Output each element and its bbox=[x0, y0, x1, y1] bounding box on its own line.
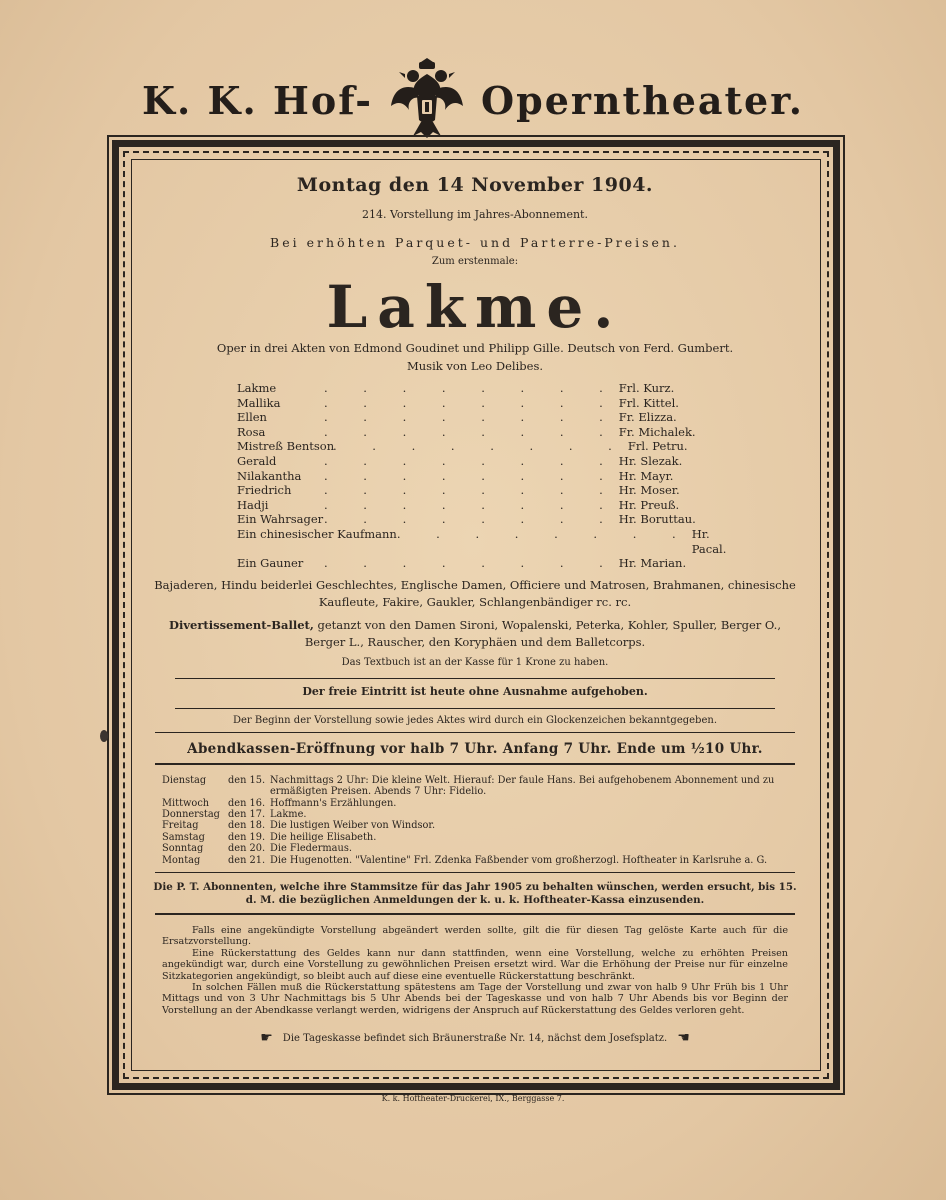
cast-actor: Hr. Slezak. bbox=[618, 453, 683, 468]
schedule-date: den 21. bbox=[228, 854, 266, 866]
cast-row bbox=[237, 381, 713, 396]
schedule-date: den 16. bbox=[228, 797, 266, 809]
cast-list bbox=[237, 381, 727, 571]
schedule-text: Die lustigen Weiber von Windsor. bbox=[270, 820, 436, 832]
header-right-title: Operntheater. bbox=[481, 77, 804, 123]
ballet-text: getanzt von den Damen Sironi, Wopalenski, Peterka, Kohler, Spuller, Berger O., Berger L., Rauscher, den Koryphäen und dem Balletcorps. bbox=[304, 617, 781, 649]
cast-dots: . . . . . . . . bbox=[323, 410, 619, 425]
schedule-row bbox=[162, 775, 788, 798]
schedule-date: den 17. bbox=[228, 808, 266, 820]
schedule-row bbox=[162, 855, 788, 866]
ballet-label: Divertissement-Ballet, bbox=[169, 617, 314, 632]
cast-actor: Hr. Marian. bbox=[618, 556, 687, 571]
cast-row bbox=[237, 425, 713, 440]
cast-role: Hadji bbox=[237, 497, 269, 512]
schedule-date: den 20. bbox=[228, 843, 266, 855]
box-office-times: Abendkassen-Eröffnung vor halb 7 Uhr. Anfang 7 Uhr. Ende um ½10 Uhr. bbox=[187, 741, 763, 758]
cast-dots: . . . . . . . . bbox=[323, 453, 619, 468]
header-left-title: K. K. Hof- bbox=[142, 77, 374, 123]
pointing-hand-left-icon: ☚ bbox=[677, 1030, 690, 1047]
cast-role: Ein Gauner bbox=[237, 556, 304, 571]
divider bbox=[175, 708, 775, 709]
cast-dots: . . . . . . . . bbox=[323, 424, 619, 439]
weekly-schedule bbox=[162, 775, 788, 866]
cast-dots: . . . . . . . . bbox=[323, 497, 619, 512]
cast-dots: . . . . . . . . bbox=[323, 556, 619, 571]
day-box-office bbox=[150, 1030, 800, 1046]
header bbox=[0, 60, 946, 140]
libretto-notice: Das Textbuch ist an der Kasse für 1 Krone zu haben. bbox=[341, 656, 609, 668]
cast-actor: Fr. Michalek. bbox=[618, 424, 696, 439]
schedule-day: Montag bbox=[162, 854, 201, 866]
divider bbox=[175, 678, 775, 679]
schedule-text: Die Hugenotten. "Valentine" Frl. Zdenka Faßbender vom großherzogl. Hoftheater in Karlsruhe a. G. bbox=[270, 854, 768, 866]
cast-actor: Frl. Kittel. bbox=[618, 395, 679, 410]
pointing-hand-right-icon: ☛ bbox=[260, 1030, 273, 1047]
cast-dots: . . . . . . . . bbox=[396, 526, 692, 541]
divider bbox=[155, 763, 795, 765]
schedule-row bbox=[162, 820, 788, 831]
cast-actor: Frl. Petru. bbox=[627, 439, 688, 454]
schedule-date: den 19. bbox=[228, 831, 266, 843]
cast-role: Ein chinesischer Kaufmann bbox=[237, 526, 397, 541]
cast-row bbox=[237, 556, 713, 571]
pin-hole bbox=[100, 730, 108, 742]
schedule-day: Donnerstag bbox=[162, 808, 220, 820]
cast-actor: Fr. Elizza. bbox=[618, 410, 677, 425]
first-time-notice: Zum erstenmale: bbox=[431, 256, 519, 267]
cast-role: Mallika bbox=[237, 395, 281, 410]
schedule-date: den 15. bbox=[228, 774, 266, 786]
cast-role: Nilakantha bbox=[237, 468, 302, 483]
cast-dots: . . . . . . . . bbox=[323, 483, 619, 498]
cast-row bbox=[237, 512, 713, 527]
cast-row bbox=[237, 498, 713, 513]
cast-row bbox=[237, 396, 713, 411]
chorus-list: Bajaderen, Hindu beiderlei Geschlechtes, Englische Damen, Officiere und Matrosen, Brahmanen, chinesische Kaufleute, Fakire, Gaukler, Schlangenbändiger rc. rc. bbox=[154, 577, 796, 609]
schedule-text: Nachmittags 2 Uhr: Die kleine Welt. Hierauf: Der faule Hans. Bei aufgehobenem Abonnement und zu ermäßigten Preisen. Abends 7 Uhr: Fidelio. bbox=[270, 774, 775, 798]
double-headed-eagle-icon bbox=[391, 60, 463, 140]
refund-paragraph: Falls eine angekündigte Vorstellung abgeändert werden sollte, gilt die für diesen Tag gelöste Karte auch für die Ersatzvorstellung. bbox=[162, 924, 788, 948]
cast-role: Friedrich bbox=[237, 483, 292, 498]
schedule-day: Samstag bbox=[162, 831, 205, 843]
cast-row bbox=[237, 526, 727, 556]
day-box-office-text: Die Tageskasse befindet sich Bräunerstraße Nr. 14, nächst dem Josefsplatz. bbox=[282, 1032, 668, 1044]
cast-dots: . . . . . . . . bbox=[323, 395, 619, 410]
music-credit: Musik von Leo Delibes. bbox=[407, 359, 543, 373]
cast-row bbox=[237, 439, 713, 454]
schedule-text: Die heilige Elisabeth. bbox=[270, 831, 377, 843]
cast-dots: . . . . . . . . bbox=[323, 468, 619, 483]
opera-title: Lakme. bbox=[326, 273, 624, 341]
cast-actor: Hr. Preuß. bbox=[618, 497, 680, 512]
opera-credits: Oper in drei Akten von Edmond Goudinet und Philipp Gille. Deutsch von Ferd. Gumbert. bbox=[216, 341, 734, 355]
schedule-row bbox=[162, 798, 788, 809]
bell-notice: Der Beginn der Vorstellung sowie jedes Aktes wird durch ein Glockenzeichen bekanntgegeben. bbox=[232, 714, 717, 726]
schedule-date: den 18. bbox=[228, 820, 266, 832]
cast-dots: . . . . . . . . bbox=[323, 512, 619, 527]
schedule-day: Sonntag bbox=[162, 843, 204, 855]
cast-role: Ein Wahrsager bbox=[237, 512, 324, 527]
divider bbox=[155, 872, 795, 874]
refund-paragraph: In solchen Fällen muß die Rückerstattung spätestens am Tage der Vorstellung und zwar von halb 9 Uhr Früh bis 1 Uhr Mittags und von 3 Uhr Nachmittags bis 5 Uhr Abends bei der Tageskasse und von halb 7 Uhr Abends bis vor Beginn der Vorstellung an der Abendkasse verlangt werden, widrigens der Anspruch auf Rückerstattung des Geldes verloren geht. bbox=[162, 982, 788, 1016]
cast-row bbox=[237, 469, 713, 484]
cast-actor: Hr. Mayr. bbox=[618, 468, 674, 483]
cast-role: Ellen bbox=[237, 410, 267, 425]
schedule-row bbox=[162, 843, 788, 854]
printer-credit: K. k. Hoftheater-Druckerei, IX., Berggasse 7. bbox=[381, 1094, 565, 1103]
divider bbox=[155, 913, 795, 915]
subscriber-notice: Die P. T. Abonnenten, welche ihre Stammsitze für das Jahr 1905 zu behalten wünschen, werden ersucht, bis 15. d. M. die bezüglichen Anmeldungen der k. u. k. Hoftheater-Kassa einzusenden. bbox=[153, 881, 797, 907]
refund-paragraph: Eine Rückerstattung des Geldes kann nur dann stattfinden, wenn eine Vorstellung, welche zu erhöhten Preisen angekündigt war, durch eine Vorstellung zu gewöhnlichen Preisen ersetzt wird. War die Erhöhung der Preise nur für einzelne Sitzkategorien angekündigt, so bleibt auch auf diese eine eventuelle Rückerstattung beschränkt. bbox=[162, 947, 788, 982]
poster-content bbox=[150, 166, 800, 1046]
divider bbox=[155, 732, 795, 734]
cast-role: Rosa bbox=[237, 424, 266, 439]
schedule-text: Die Fledermaus. bbox=[270, 843, 352, 855]
free-entry-notice: Der freie Eintritt ist heute ohne Ausnahme aufgehoben. bbox=[302, 684, 648, 698]
performance-number: 214. Vorstellung im Jahres-Abonnement. bbox=[362, 208, 588, 221]
cast-role: Lakme bbox=[237, 381, 277, 395]
schedule-text: Lakme. bbox=[270, 808, 307, 820]
cast-role: Mistreß Bentson bbox=[237, 439, 335, 454]
schedule-row bbox=[162, 809, 788, 820]
refund-terms bbox=[162, 925, 788, 1016]
cast-dots: . . . . . . . . bbox=[333, 439, 628, 454]
cast-dots: . . . . . . . . bbox=[323, 381, 619, 395]
cast-actor: Hr. Moser. bbox=[618, 483, 680, 498]
ballet-credits bbox=[150, 617, 800, 651]
schedule-row bbox=[162, 832, 788, 843]
price-notice: Bei erhöhten Parquet- und Parterre-Preisen. bbox=[270, 235, 680, 250]
cast-row bbox=[237, 454, 713, 469]
cast-actor: Hr. Boruttau. bbox=[618, 512, 696, 527]
cast-actor: Frl. Kurz. bbox=[618, 381, 675, 395]
cast-row bbox=[237, 410, 713, 425]
schedule-day: Freitag bbox=[162, 820, 199, 832]
schedule-text: Hoffmann's Erzählungen. bbox=[270, 797, 397, 809]
cast-role: Gerald bbox=[237, 453, 277, 468]
performance-date: Montag den 14 November 1904. bbox=[296, 174, 654, 196]
cast-row bbox=[237, 483, 713, 498]
schedule-day: Mittwoch bbox=[162, 797, 210, 809]
schedule-day: Dienstag bbox=[162, 774, 207, 786]
cast-actor: Hr. Pacal. bbox=[691, 526, 727, 556]
